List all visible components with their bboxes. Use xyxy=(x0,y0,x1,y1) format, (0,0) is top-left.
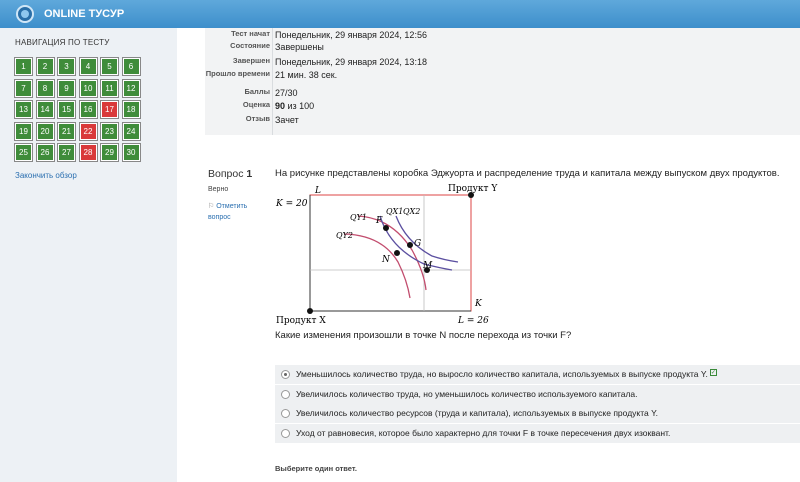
answer-label: Уменьшилось количество труда, но выросло количество капитала, используемых в выпуске продукта Y. xyxy=(296,369,708,379)
globe-logo-icon xyxy=(16,5,34,23)
question-nav-button[interactable]: 17 xyxy=(101,101,118,118)
question-nav-button[interactable]: 22 xyxy=(80,123,97,140)
flag-question-button[interactable] xyxy=(208,201,263,223)
label-point-f: F xyxy=(376,216,383,226)
top-bar xyxy=(0,0,800,28)
isoquant-qx2 xyxy=(396,216,458,262)
question-nav-button[interactable]: 1 xyxy=(15,58,32,75)
main-content xyxy=(177,28,800,482)
question-nav-button[interactable]: 14 xyxy=(37,101,54,118)
elapsed-label: Прошло времени xyxy=(205,69,270,78)
label-qy2: QY2 xyxy=(336,231,353,240)
finish-review-link[interactable]: Закончить обзор xyxy=(15,171,77,180)
label-qx2: QX2 xyxy=(403,207,421,216)
question-subtext: Какие изменения произошли в точке N после перехода из точки F? xyxy=(275,330,572,341)
started-label: Тест начат xyxy=(231,29,270,38)
answer-text xyxy=(296,408,658,418)
question-number xyxy=(208,168,263,180)
point-n xyxy=(394,250,400,256)
question-nav-button[interactable]: 30 xyxy=(123,144,140,161)
answer-text xyxy=(296,369,717,379)
question-info xyxy=(208,168,263,223)
label-k-left: K = 20 xyxy=(276,199,308,209)
brand-name: ONLINE ТУСУР xyxy=(44,8,125,20)
question-nav-button[interactable]: 20 xyxy=(37,123,54,140)
question-nav-button[interactable]: 21 xyxy=(58,123,75,140)
question-nav-button[interactable]: 29 xyxy=(101,144,118,161)
answer-text xyxy=(296,428,670,438)
marks-label: Баллы xyxy=(244,87,270,96)
label-product-x: Продукт X xyxy=(276,316,326,326)
answer-hint: Выберите один ответ. xyxy=(275,464,357,473)
question-nav-button[interactable]: 4 xyxy=(80,58,97,75)
question-nav-button[interactable]: 2 xyxy=(37,58,54,75)
question-nav-button[interactable]: 11 xyxy=(101,80,118,97)
answer-radio[interactable] xyxy=(281,370,290,379)
question-number-value: 1 xyxy=(246,168,253,180)
label-qy1: QY1 xyxy=(350,213,367,222)
isoquant-qy2 xyxy=(344,234,410,298)
flag-label: Отметить вопрос xyxy=(208,203,248,221)
question-nav-button[interactable]: 23 xyxy=(101,123,118,140)
edgeworth-box-diagram xyxy=(272,180,502,328)
answer-radio[interactable] xyxy=(281,429,290,438)
label-point-n: N xyxy=(382,255,390,265)
answer-text xyxy=(296,389,638,399)
question-nav-button[interactable]: 28 xyxy=(80,144,97,161)
question-nav-button[interactable]: 13 xyxy=(15,101,32,118)
state-label: Состояние xyxy=(230,41,270,50)
question-nav-button[interactable]: 27 xyxy=(58,144,75,161)
label-point-g: G xyxy=(414,239,422,249)
question-nav-button[interactable]: 7 xyxy=(15,80,32,97)
question-nav-button[interactable]: 8 xyxy=(37,80,54,97)
grade-value: 90 xyxy=(275,101,286,111)
question-grid xyxy=(15,58,140,161)
feedback-label: Отзыв xyxy=(245,114,270,123)
question-prefix: Вопрос xyxy=(208,168,247,180)
question-nav-button[interactable]: 19 xyxy=(15,123,32,140)
point-origin-x xyxy=(307,308,313,314)
answer-options xyxy=(275,365,800,443)
answer-option[interactable] xyxy=(275,424,800,443)
elapsed-value: 21 мин. 38 сек. xyxy=(275,70,338,80)
question-nav-button[interactable]: 24 xyxy=(123,123,140,140)
answer-label: Уход от равновесия, которое было характерно для точки F в точке пересечения двух изоквант. xyxy=(296,427,671,438)
state-value: Завершены xyxy=(275,42,324,52)
question-state: Верно xyxy=(208,186,229,193)
question-text: На рисунке представлены коробка Эджуорта и распределение труда и капитала между выпуском двух продуктов. xyxy=(275,168,780,179)
answer-label: Увеличилось количество ресурсов (труда и капитала), используемых в выпуске продукта Y. xyxy=(296,408,659,418)
check-icon: ✓ xyxy=(710,370,716,376)
question-nav-button[interactable]: 9 xyxy=(58,80,75,97)
point-g xyxy=(407,242,413,248)
question-nav-button[interactable]: 18 xyxy=(123,101,140,118)
label-l-bottom: L = 26 xyxy=(458,316,489,326)
question-nav-button[interactable]: 16 xyxy=(80,101,97,118)
feedback-value: Зачет xyxy=(275,115,299,125)
summary-divider xyxy=(272,28,273,135)
flag-icon: ⚐ xyxy=(208,203,215,210)
answer-option[interactable] xyxy=(275,385,800,404)
grade-value-wrap xyxy=(275,101,314,111)
question-nav-button[interactable]: 25 xyxy=(15,144,32,161)
navigation-title: НАВИГАЦИЯ ПО ТЕСТУ xyxy=(15,38,110,47)
answer-option[interactable] xyxy=(275,365,800,384)
question-nav-button[interactable]: 6 xyxy=(123,58,140,75)
question-nav-button[interactable]: 15 xyxy=(58,101,75,118)
attempt-summary xyxy=(205,28,800,135)
label-qx1: QX1 xyxy=(386,207,404,216)
label-product-y: Продукт Y xyxy=(448,184,498,194)
finished-value: Понедельник, 29 января 2024, 13:18 xyxy=(275,57,427,67)
finished-label: Завершен xyxy=(232,56,270,65)
answer-option[interactable] xyxy=(275,404,800,423)
question-nav-button[interactable]: 12 xyxy=(123,80,140,97)
answer-radio[interactable] xyxy=(281,390,290,399)
question-nav-button[interactable]: 10 xyxy=(80,80,97,97)
grade-rest: из 100 xyxy=(285,101,315,111)
quiz-navigation xyxy=(0,28,177,482)
started-value: Понедельник, 29 января 2024, 12:56 xyxy=(275,30,427,40)
grade-label: Оценка xyxy=(242,100,270,109)
label-l-top: L xyxy=(315,186,321,196)
question-nav-button[interactable]: 5 xyxy=(101,58,118,75)
question-nav-button[interactable]: 3 xyxy=(58,58,75,75)
marks-value: 27/30 xyxy=(275,88,298,98)
label-point-m: M xyxy=(423,261,433,271)
label-k-right: K xyxy=(475,299,482,309)
question-nav-button[interactable]: 26 xyxy=(37,144,54,161)
brand[interactable] xyxy=(16,5,124,23)
point-f xyxy=(383,225,389,231)
answer-label: Увеличилось количество труда, но уменьшилось количество используемого капитала. xyxy=(296,388,638,399)
answer-radio[interactable] xyxy=(281,409,290,418)
